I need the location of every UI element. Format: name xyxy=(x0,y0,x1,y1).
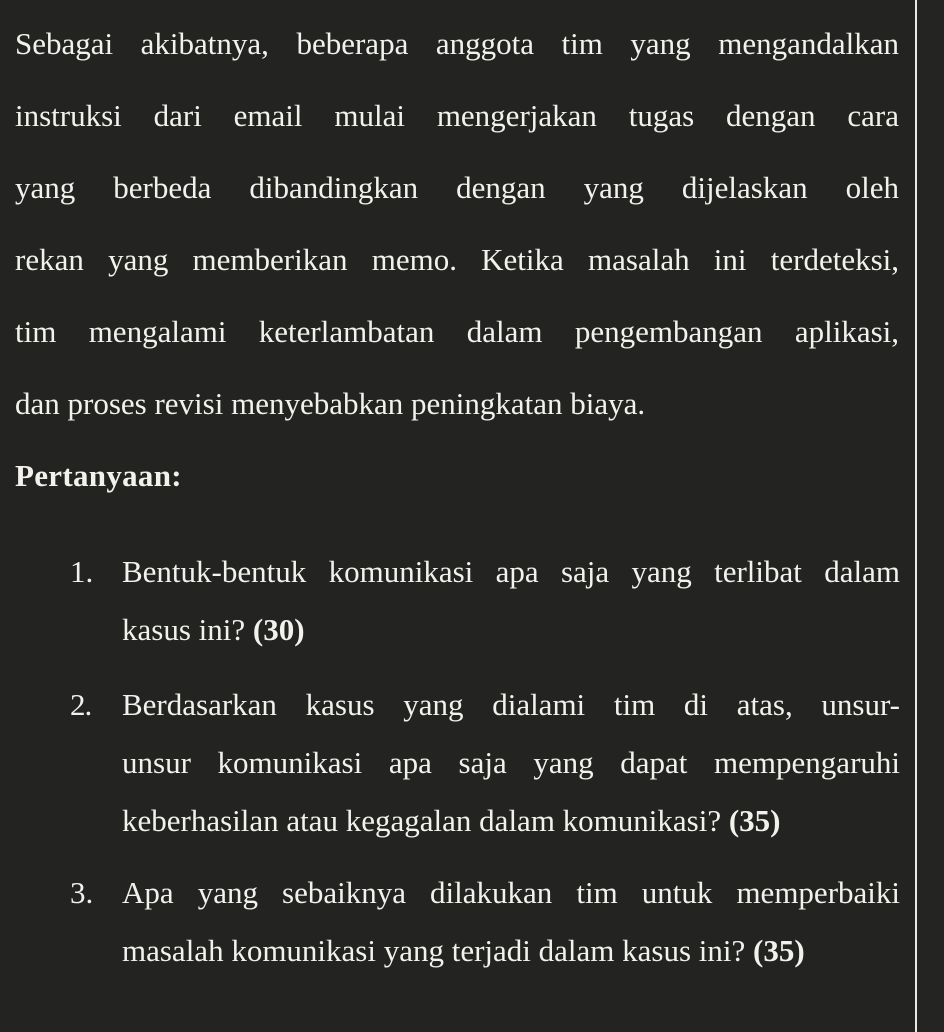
question-number: 2. xyxy=(70,687,92,722)
question-line-text: masalah komunikasi yang terjadi dalam kasus ini? xyxy=(122,933,746,968)
question-line-text: kasus ini? xyxy=(122,612,246,647)
paragraph-line: instruksi dari email mulai mengerjakan tugas dengan cara xyxy=(15,98,899,133)
body-paragraph xyxy=(15,8,899,440)
question-line-last xyxy=(122,922,900,980)
question-text xyxy=(122,543,900,659)
question-score: (35) xyxy=(753,933,805,968)
right-margin-strip xyxy=(917,0,944,1032)
paragraph-line: yang berbeda dibandingkan dengan yang dijelaskan oleh xyxy=(15,170,899,205)
paragraph-line: Sebagai akibatnya, beberapa anggota tim yang mengandalkan xyxy=(15,26,899,61)
question-line-text: keberhasilan atau kegagalan dalam komunikasi? xyxy=(122,803,722,838)
question-number: 3. xyxy=(70,875,94,910)
question-line-last xyxy=(122,601,900,659)
paragraph-line: dan proses revisi menyebabkan peningkatan biaya. xyxy=(15,386,646,421)
question-line: Berdasarkan kasus yang dialami tim di atas, unsur- xyxy=(122,687,900,722)
questions-heading: Pertanyaan: xyxy=(15,458,182,493)
question-score: (35) xyxy=(728,803,781,838)
paragraph-line: tim mengalami keterlambatan dalam pengembangan aplikasi, xyxy=(15,314,899,349)
question-text xyxy=(122,676,900,850)
question-score: (30) xyxy=(252,612,305,647)
question-text xyxy=(122,864,900,980)
question-line-last xyxy=(122,792,900,850)
question-line: unsur komunikasi apa saja yang dapat mempengaruhi xyxy=(122,745,900,780)
question-line: Bentuk-bentuk komunikasi apa saja yang terlibat dalam xyxy=(122,554,900,589)
question-number: 1. xyxy=(70,554,94,589)
paragraph-line: rekan yang memberikan memo. Ketika masalah ini terdeteksi, xyxy=(15,242,899,277)
question-line: Apa yang sebaiknya dilakukan tim untuk memperbaiki xyxy=(122,875,900,910)
